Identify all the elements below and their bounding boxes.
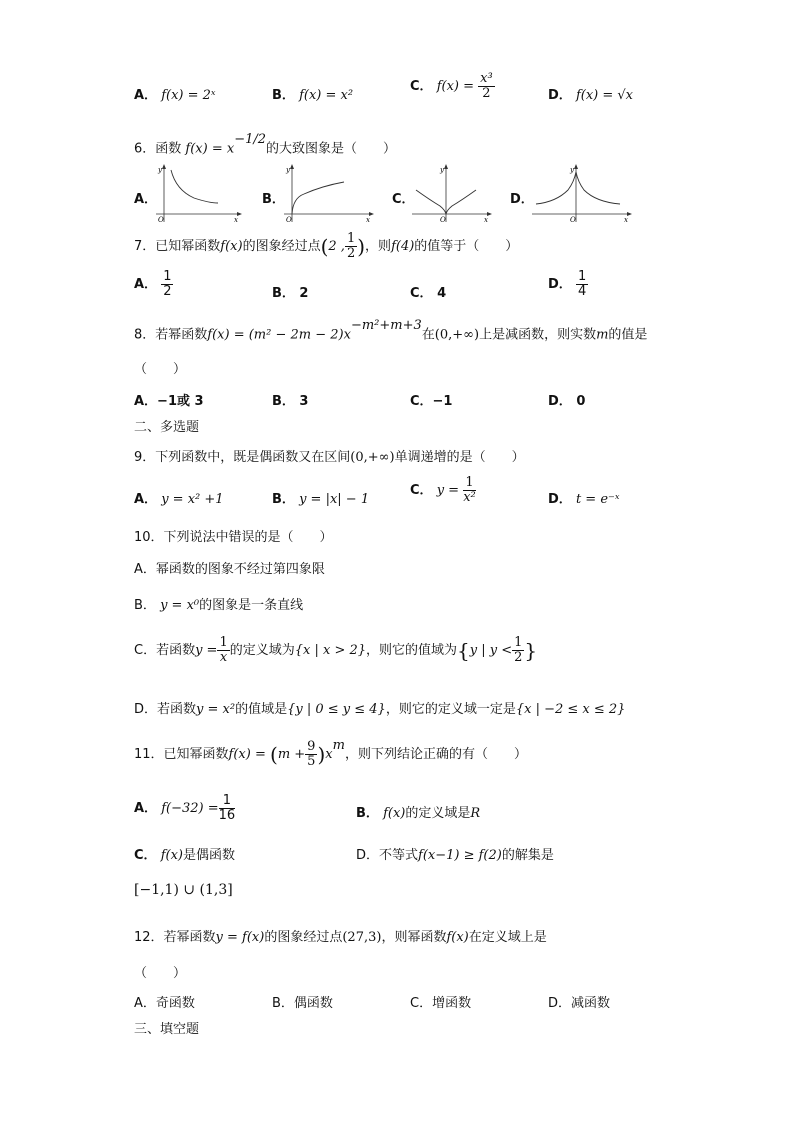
- graph-a: [154, 162, 244, 224]
- curve-right: [576, 172, 620, 204]
- curve: [171, 170, 218, 203]
- question-text: 的大致图象是（ ）: [266, 141, 397, 157]
- option-text: 是偶函数: [182, 848, 235, 863]
- paren-left: (: [270, 742, 278, 767]
- q10-option-b: [134, 594, 303, 613]
- q5-option-c: [410, 72, 495, 101]
- q7-option-b: B． 2: [272, 286, 309, 301]
- question-text: 12．若幂函数: [134, 930, 216, 945]
- math-expression: y = x² +1: [161, 492, 224, 507]
- math-expression: m +: [277, 747, 306, 762]
- fraction: [463, 476, 476, 505]
- question-text: 的值等于（ ）: [414, 239, 519, 254]
- axis-label-x: x: [484, 216, 488, 224]
- question-text: 在: [421, 327, 435, 343]
- axis-label-x: x: [234, 216, 238, 224]
- fraction: [345, 232, 357, 261]
- question-text: 6．函数: [134, 141, 182, 157]
- q11-option-b: [356, 802, 480, 821]
- paren-right: ): [357, 234, 366, 259]
- y-arrow: [290, 164, 294, 169]
- q10-stem: 10．下列说法中错误的是（ ）: [134, 530, 333, 545]
- q5-option-b: [272, 84, 353, 103]
- question-text: 11．已知幂函数: [134, 747, 229, 762]
- fraction: [478, 72, 495, 101]
- denominator: 2: [346, 246, 356, 261]
- axis-label-x: x: [366, 216, 370, 224]
- q5-option-d: [548, 84, 633, 103]
- option-text: 的定义域是: [405, 806, 471, 821]
- option-text: D．不等式: [356, 848, 419, 863]
- axis-label-y: y: [570, 166, 574, 174]
- math-expression: {x | −2 ≤ x ≤ 2}: [515, 702, 626, 717]
- option-letter: B．: [272, 88, 295, 103]
- numerator: 1: [577, 269, 587, 284]
- brace-left: {: [457, 638, 470, 663]
- paren-right: ): [317, 742, 326, 767]
- math-expression: 2 ,: [328, 239, 345, 254]
- denominator: 2: [514, 650, 523, 665]
- question-text: 的图象经过点: [242, 239, 321, 254]
- option-letter: C．: [410, 79, 433, 94]
- question-text: 的图象经过点: [264, 930, 343, 945]
- option-letter: C．: [134, 848, 157, 863]
- q10-option-a: A．幂函数的图象不经过第四象限: [134, 562, 325, 577]
- q6-option-d-label: D．: [510, 192, 534, 207]
- denominator: x: [219, 650, 228, 665]
- curve: [292, 182, 344, 214]
- graph-d: [530, 162, 634, 224]
- q6-stem: [134, 132, 397, 157]
- q12-stem: [134, 926, 547, 945]
- origin-label: O: [286, 216, 292, 224]
- exponent: m: [332, 737, 345, 753]
- math-expression: y = |x| − 1: [299, 492, 370, 507]
- q6-option-c-label: C．: [392, 192, 415, 207]
- numerator: 1: [514, 635, 523, 650]
- math-expression: (0,+∞): [350, 450, 395, 465]
- fraction: [576, 270, 588, 299]
- exponent: −m²+m+3: [350, 318, 422, 333]
- question-text: 上是减函数，则实数: [479, 327, 597, 343]
- brace-right: }: [524, 638, 538, 663]
- math-expression: x: [325, 747, 333, 762]
- numerator: 1: [346, 231, 356, 246]
- option-letter: D．: [548, 492, 572, 507]
- q6-option-b-label: B．: [262, 192, 285, 207]
- y-arrow: [444, 164, 448, 169]
- option-letter: D．: [548, 277, 572, 292]
- q6-option-a-label: A．: [134, 192, 158, 207]
- fraction: [512, 636, 524, 665]
- question-text: 8．若幂函数: [134, 327, 208, 343]
- option-letter: A．: [134, 801, 158, 816]
- question-text: 7．已知幂函数: [134, 239, 221, 254]
- q12-option-b: B．偶函数: [272, 996, 333, 1011]
- math-expression: f(−32) =: [161, 801, 219, 816]
- denominator: 5: [307, 754, 316, 769]
- option-letter: B．: [272, 492, 295, 507]
- q12-option-d: D．减函数: [548, 996, 611, 1011]
- graph-b: [282, 162, 376, 224]
- math-expression: f(x) = √x: [575, 88, 633, 103]
- option-text: D．若函数: [134, 702, 197, 717]
- q12-option-a: A．奇函数: [134, 996, 195, 1011]
- exponent: −1/2: [234, 132, 267, 147]
- q9-stem: [134, 446, 525, 465]
- curve-left: [536, 172, 576, 204]
- option-text: C．若函数: [134, 643, 196, 658]
- q11-stem: [134, 737, 527, 769]
- math-expression: t = e⁻ˣ: [575, 492, 620, 507]
- math-expression: f(x−1) ≥ f(2): [418, 848, 502, 863]
- option-letter: A．: [134, 492, 158, 507]
- origin-label: O: [570, 216, 576, 224]
- axis-label-y: y: [286, 166, 290, 174]
- math-expression: f(x) = x²: [299, 88, 354, 103]
- math-expression: y | y <: [469, 643, 513, 658]
- math-expression: y =: [436, 483, 460, 498]
- denominator: 2: [482, 86, 491, 101]
- math-expression: (0,+∞): [434, 327, 480, 343]
- option-letter: B．: [356, 806, 379, 821]
- q7-option-c: C． 4: [410, 286, 447, 301]
- numerator: 1: [219, 635, 228, 650]
- question-text: ，则幂函数: [381, 930, 447, 945]
- fraction: [305, 740, 317, 769]
- q9-option-c: [410, 476, 476, 505]
- math-variable: R: [470, 806, 481, 821]
- math-expression: f(x): [220, 239, 243, 254]
- option-text: 的定义域为: [229, 643, 295, 658]
- denominator: x²: [463, 490, 476, 505]
- q11-option-d: [356, 844, 554, 863]
- numerator: 1: [163, 269, 172, 284]
- question-text: ，则: [365, 239, 392, 254]
- y-arrow: [574, 164, 578, 169]
- math-expression: y = x⁰: [160, 598, 200, 613]
- option-text: ，则它的定义域一定是: [385, 702, 516, 717]
- option-text: ，则它的值域为: [366, 643, 458, 658]
- option-text: 的值域是: [235, 702, 288, 717]
- option-letter: B．: [134, 598, 156, 613]
- question-text: 的值是: [608, 327, 648, 343]
- q11-option-a: [134, 794, 235, 823]
- q7-stem: [134, 232, 518, 261]
- question-text: 9．下列函数中，既是偶函数又在区间: [134, 450, 351, 465]
- q10-option-c: [134, 636, 537, 665]
- math-expression: f(x) = (m² − 2m − 2)x: [207, 327, 351, 343]
- numerator: x³: [480, 71, 493, 86]
- q11-option-c: [134, 844, 235, 863]
- q8-answer-paren: （ ）: [134, 362, 187, 377]
- math-expression: (27,3): [342, 930, 382, 945]
- fraction: [161, 270, 173, 299]
- math-expression: f(4): [391, 239, 415, 254]
- option-text: 的图象是一条直线: [199, 598, 304, 613]
- q8-option-a: A．−1或 3: [134, 394, 204, 409]
- question-text: 在定义域上是: [468, 930, 547, 945]
- math-expression: {y | 0 ≤ y ≤ 4}: [287, 702, 386, 717]
- origin-label: O: [158, 216, 164, 224]
- math-expression: y = x²: [196, 702, 236, 717]
- q12-answer-paren: （ ）: [134, 966, 187, 981]
- q7-option-a: [134, 270, 173, 299]
- q11-option-d-answer: [−1,1) ∪ (1,3]: [134, 882, 233, 898]
- option-letter: A．: [134, 277, 158, 292]
- option-text: 的解集是: [501, 848, 554, 863]
- math-variable: m: [596, 327, 609, 343]
- math-expression: f(x) =: [228, 747, 270, 762]
- q10-option-d: [134, 698, 625, 717]
- axis-label-y: y: [158, 166, 162, 174]
- math-expression: {x | x > 2}: [294, 643, 367, 658]
- option-letter: D．: [548, 88, 572, 103]
- q9-option-a: [134, 488, 224, 507]
- numerator: 1: [463, 476, 476, 491]
- axis-label-x: x: [624, 216, 628, 224]
- q8-option-b: B． 3: [272, 394, 309, 409]
- section-heading-multi-choice: 二、多选题: [134, 420, 200, 435]
- numerator: 9: [307, 739, 316, 754]
- math-expression: f(x): [160, 848, 183, 863]
- option-letter: C．: [410, 483, 433, 498]
- axis-label-y: y: [440, 166, 444, 174]
- math-expression: f(x) = 2ˣ: [161, 88, 216, 103]
- q5-option-a: [134, 84, 216, 103]
- math-expression: f(x) =: [436, 79, 474, 94]
- math-expression: f(x): [446, 930, 469, 945]
- y-arrow: [162, 164, 166, 169]
- graph-c: [410, 162, 494, 224]
- q8-option-d: D． 0: [548, 394, 586, 409]
- q12-option-c: C．增函数: [410, 996, 472, 1011]
- math-expression: y = f(x): [215, 930, 265, 945]
- q9-option-b: [272, 488, 369, 507]
- q8-stem: [134, 318, 648, 343]
- fraction: [219, 794, 236, 823]
- math-expression: f(x): [383, 806, 406, 821]
- q8-option-c: C．−1: [410, 394, 453, 409]
- denominator: 2: [163, 284, 172, 299]
- paren-left: (: [320, 234, 329, 259]
- q9-option-d: [548, 488, 620, 507]
- fraction: [217, 636, 229, 665]
- section-heading-fill-in: 三、填空题: [134, 1022, 200, 1037]
- question-text: 单调递增的是（ ）: [394, 450, 525, 465]
- origin-label: O: [440, 216, 446, 224]
- q7-option-d: [548, 270, 588, 299]
- math-expression: y =: [195, 643, 218, 658]
- question-text: ，则下列结论正确的有（ ）: [344, 747, 527, 762]
- denominator: 16: [218, 808, 236, 823]
- option-letter: A．: [134, 88, 158, 103]
- numerator: 1: [219, 794, 236, 809]
- denominator: 4: [577, 284, 587, 299]
- math-expression: f(x) = x: [185, 141, 235, 157]
